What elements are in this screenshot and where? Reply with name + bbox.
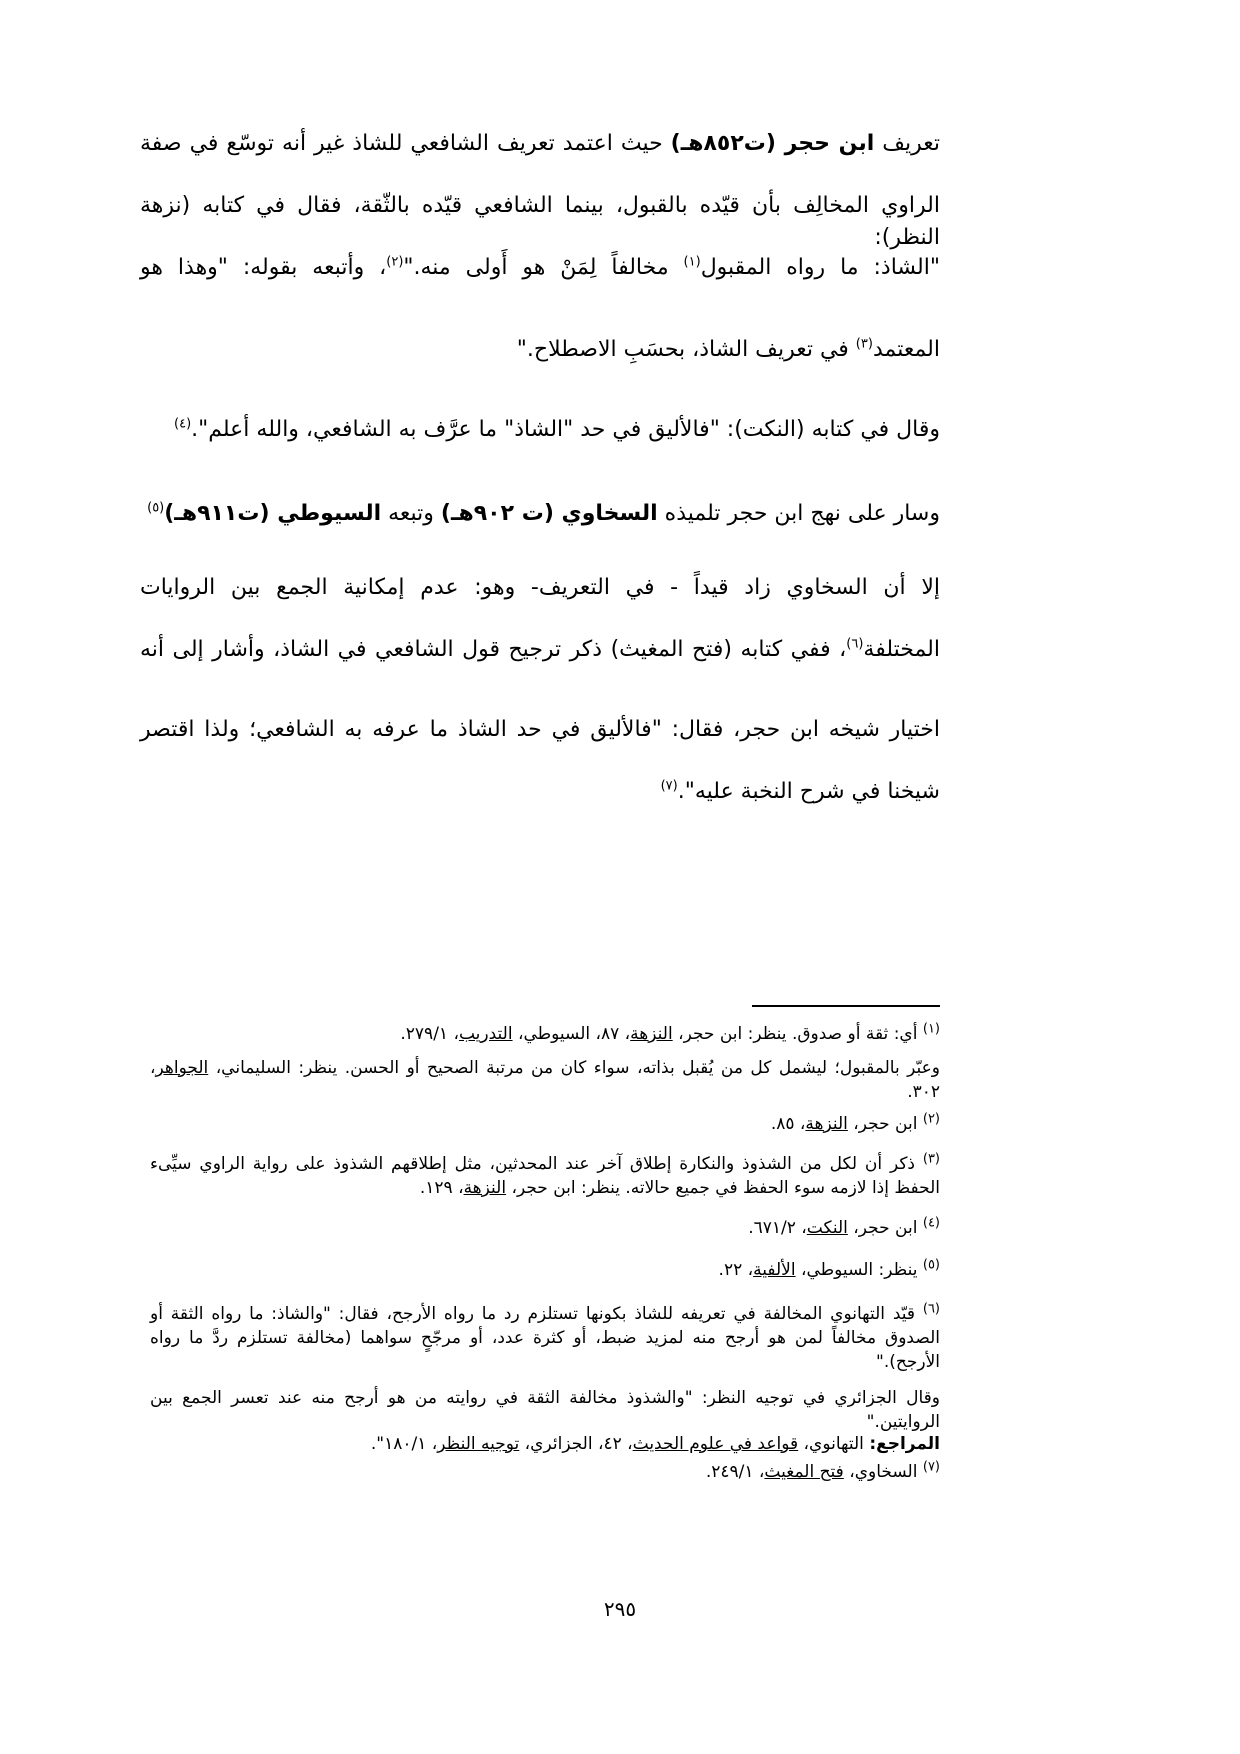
body-line-7: إلا أن السخاوي زاد قيداً - في التعريف- وهو: عدم إمكانية الجمع بين الروايات [140, 575, 940, 600]
footnote-ref-5: (٥) [147, 500, 165, 516]
footnote-5: $^{(٥)}$ ينظر: السيوطي، الألفية، ٢٢. [718, 1257, 940, 1280]
footnote-ref-1: (١) [683, 254, 701, 270]
footnote-1: $^{(١)}$ أي: ثقة أو صدوق. ينظر: ابن حجر، النزهة، ٨٧، السيوطي، التدريب، ٢٧٩/١. [400, 1021, 940, 1044]
footnote-1-continued: وعبّر بالمقبول؛ ليشمل كل من يُقبل بذاته، سواء كان من مرتبة الصحيح أو الحسن. ينظر: السليماني، الجواهر، ٣٠٢. [150, 1058, 940, 1102]
author-sakhawi: السخاوي (ت ٩٠٢هـ) [440, 501, 658, 526]
footnote-ref-4: (٤) [174, 416, 192, 432]
body-line-1: تعريف ابن حجر (ت٨٥٢هـ) حيث اعتمد تعريف الشافعي للشاذ غير أنه توسّع في صفة [140, 131, 940, 156]
body-line-2: الراوي المخالِف بأن قيّده بالقبول، بينما الشافعي قيّده بالثّقة، فقال في كتابه (نزهة النظر): [140, 193, 940, 250]
body-line-4: المعتمد$^{(٣)}$ في تعريف الشاذ، بحسَبِ الاصطلاح." [516, 336, 940, 362]
footnote-4: $^{(٤)}$ ابن حجر، النكت، ٦٧١/٢. [748, 1215, 940, 1238]
footnote-ref-6: (٦) [846, 636, 864, 652]
body-line-3: "الشاذ: ما رواه المقبول$^{(١)}$ مخالفاً لِمَنْ هو أَولى منه."$^{(٢)}$، وأتبعه بقوله: "وهذا هو [140, 254, 940, 280]
footnote-6-continued: وقال الجزائري في توجيه النظر: "والشذوذ مخالفة الثقة في روايته من هو أرجح منه عند تعسر الجمع بين الروايتين." [150, 1388, 940, 1432]
footnote-3: $^{(٣)}$ ذكر أن لكل من الشذوذ والنكارة إطلاق آخر عند المحدثين، مثل إطلاقهم الشذوذ على رواية الراوي سيِّىء الحفظ إذا لازمه سوء الحفظ في جميع حالاته. ينظر: ابن حجر، النزهة، ١٢٩. [150, 1151, 940, 1198]
footnote-7: $^{(٧)}$ السخاوي، فتح المغيث، ٢٤٩/١. [705, 1459, 940, 1482]
body-line-6: وسار على نهج ابن حجر تلميذه السخاوي (ت ٩٠٢هـ) وتبعه السيوطي (ت٩١١هـ)$^{(٥)}$ [147, 500, 940, 526]
body-line-8: المختلفة$^{(٦)}$، ففي كتابه (فتح المغيث) ذكر ترجيح قول الشافعي في الشاذ، وأشار إلى أنه [140, 636, 940, 662]
footnote-6-references: المراجع: التهانوي، قواعد في علوم الحديث، ٤٢، الجزائري، توجيه النظر، ١٨٠/١". [370, 1434, 940, 1454]
footnote-separator [752, 1005, 940, 1007]
footnote-ref-3: (٣) [855, 336, 873, 352]
author-suyuti: السيوطي (ت٩١١هـ) [164, 501, 382, 526]
page-number: ٢٩٥ [603, 1597, 637, 1621]
author-date: (ت٨٥٢هـ) [670, 131, 785, 156]
footnote-6: $^{(٦)}$ قيّد التهانوي المخالفة في تعريفه للشاذ بكونها تستلزم رد ما رواه الأرجح، فقال: "والشاذ: ما رواه الثقة أو الصدوق مخالفاً لمن هو أرجح منه لمزيد ضبط، أو كثرة عدد، أو مرجّحٍ سواهما (مخالفة تستلزم ردَّ ما رواه الأرجح)." [150, 1301, 940, 1372]
footnote-2: $^{(٢)}$ ابن حجر، النزهة، ٨٥. [770, 1111, 940, 1134]
author-name: ابن حجر [784, 131, 875, 156]
body-line-5: وقال في كتابه (النكت): "فالأليق في حد "الشاذ" ما عرَّف به الشافعي، والله أعلم".$^{(٤)}$ [174, 416, 940, 442]
footnote-ref-7: (٧) [660, 778, 678, 794]
body-line-10: شيخنا في شرح النخبة عليه".$^{(٧)}$ [660, 778, 940, 804]
body-line-9: اختيار شيخه ابن حجر، فقال: "فالأليق في حد الشاذ ما عرفه به الشافعي؛ ولذا اقتصر [140, 717, 940, 742]
footnote-ref-2: (٢) [386, 254, 404, 270]
